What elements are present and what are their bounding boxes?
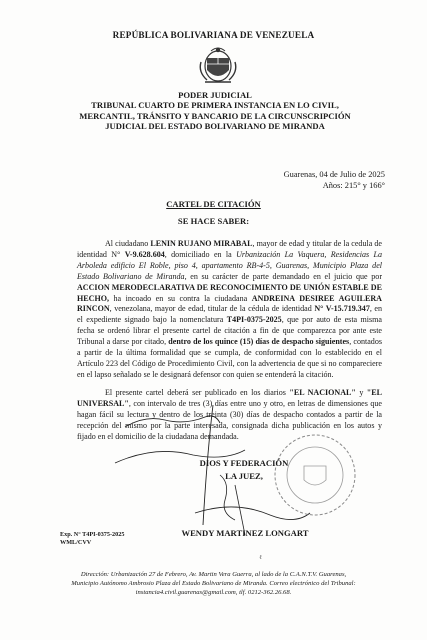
years-line: Años: 215° y 166°: [322, 180, 385, 190]
text-segment: , con intervalo de tres (3) días entre uno y otro, en letras de dimensiones que hagan fácil su lectura y dentro de los treinta (30) días de despacho contados a partir de la recepción del mismo por la parte interesada, consignada dicha publicación en los autos y fijado en el domicilio de la ciudadana demandada.: [77, 398, 382, 441]
footer-line: instancia4.civil.guarenas@gmail.com, tlf. 0212-362.26.68.: [135, 589, 292, 596]
plaintiff-id: N° V-15.719.347: [314, 304, 370, 314]
plaintiff-name: ANDREINA DESIREE AGUILERA RINCON: [77, 293, 382, 314]
footer-address: [40, 570, 387, 597]
case-reference-number: Exp. N° T4PI-0375-2025: [60, 531, 125, 538]
text-segment: , mayor de edad y titular de la cedula de identidad N°: [77, 239, 382, 259]
text-segment: y: [355, 388, 367, 397]
summons-paragraph: [77, 239, 382, 381]
text-segment: , que por auto de esta misma fecha se ordenó librar el presente cartel de citación a fin de que comparezca por ante este Tribunal a darse por citado,: [77, 315, 383, 347]
text-segment: , venezolana, mayor de edad, titular de la cédula de identidad: [109, 304, 315, 314]
signature-motto: DIOS Y FEDERACIÓN: [199, 458, 289, 468]
republic-header: REPÚBLICA BOLIVARIANA DE VENEZUELA: [112, 30, 315, 40]
deadline-term: dentro de los quince (15) días de despacho siguientes: [168, 337, 350, 347]
footer-line: Municipio Autónomo Ambrosio Plaza del Estado Bolivariano de Miranda. Correo electrónico del Tribunal:: [71, 580, 356, 587]
defendant-address: Urbanización La Vaquera, Residencias La Arboleda edificio El Roble, piso 4, apartamento RB-4-5, Guarenas, Municipio Plaza del Estado Bolivariano de Miranda: [77, 249, 383, 281]
defendant-name: LENIN RUJANO MIRABAL: [150, 239, 253, 248]
legal-action: ACCION MERODECLARATIVA DE RECONOCIMIENTO DE UNIÓN ESTABLE DE HECHO,: [77, 282, 382, 303]
newspaper-name: "EL NACIONAL": [289, 388, 356, 397]
date-line: Guarenas, 04 de Julio de 2025: [283, 170, 385, 179]
court-heading: [40, 90, 390, 132]
text-segment: , en el expediente signado bajo la nomenclatura: [77, 304, 382, 325]
document-title: CARTEL DE CITACIÓN: [166, 199, 261, 209]
defendant-id: V-9.628.604: [124, 249, 165, 259]
case-reference: [60, 531, 124, 547]
page-mark: ℓ: [259, 555, 262, 561]
footer-line: Dirección: Urbanización 27 de Febrero, Av. Martin Vera Guerra, al lado de la C.A.N.T.V. Guarenas,: [80, 571, 347, 578]
heading-line: PODER JUDICIAL: [178, 90, 252, 100]
text-segment: , contados a partir de la última formalidad que se cumpla, de conformidad con lo establecido en el Artículo 223 del Código de Procedimiento Civil, con la advertencia de que si no compareciere en el lapso señalado se le designará defensor con quien se entenderá la citación.: [77, 337, 382, 379]
judge-name: WENDY MARTINEZ LONGART: [181, 528, 309, 538]
text-segment: ha incoado en su contra la ciudadana: [108, 293, 252, 303]
text-segment: , en su carácter de parte demandado en el juicio que por: [184, 271, 383, 281]
text-segment: El presente cartel deberá ser publicado en los diarios: [105, 388, 290, 397]
coat-of-arms-seal: [197, 44, 239, 88]
text-segment: Al ciudadano: [105, 239, 151, 248]
text-segment: , domiciliado en la: [164, 249, 237, 259]
heading-line: TRIBUNAL CUARTO DE PRIMERA INSTANCIA EN LO CIVIL,: [91, 100, 339, 111]
heading-line: JUDICIAL DEL ESTADO BOLIVARIANO DE MIRANDA: [105, 121, 325, 132]
signature-title: LA JUEZ,: [225, 471, 263, 481]
newspaper-name: "EL UNIVERSAL": [77, 388, 382, 408]
heading-line: MERCANTIL, TRÁNSITO Y BANCARIO DE LA CIRCUNSCRIPCIÓN: [79, 110, 351, 121]
case-number: T4PI-0375-2025: [226, 315, 282, 325]
document-subtitle: SE HACE SABER:: [177, 216, 250, 226]
date-block: [284, 170, 385, 191]
initials: WML/CVV: [60, 539, 92, 546]
